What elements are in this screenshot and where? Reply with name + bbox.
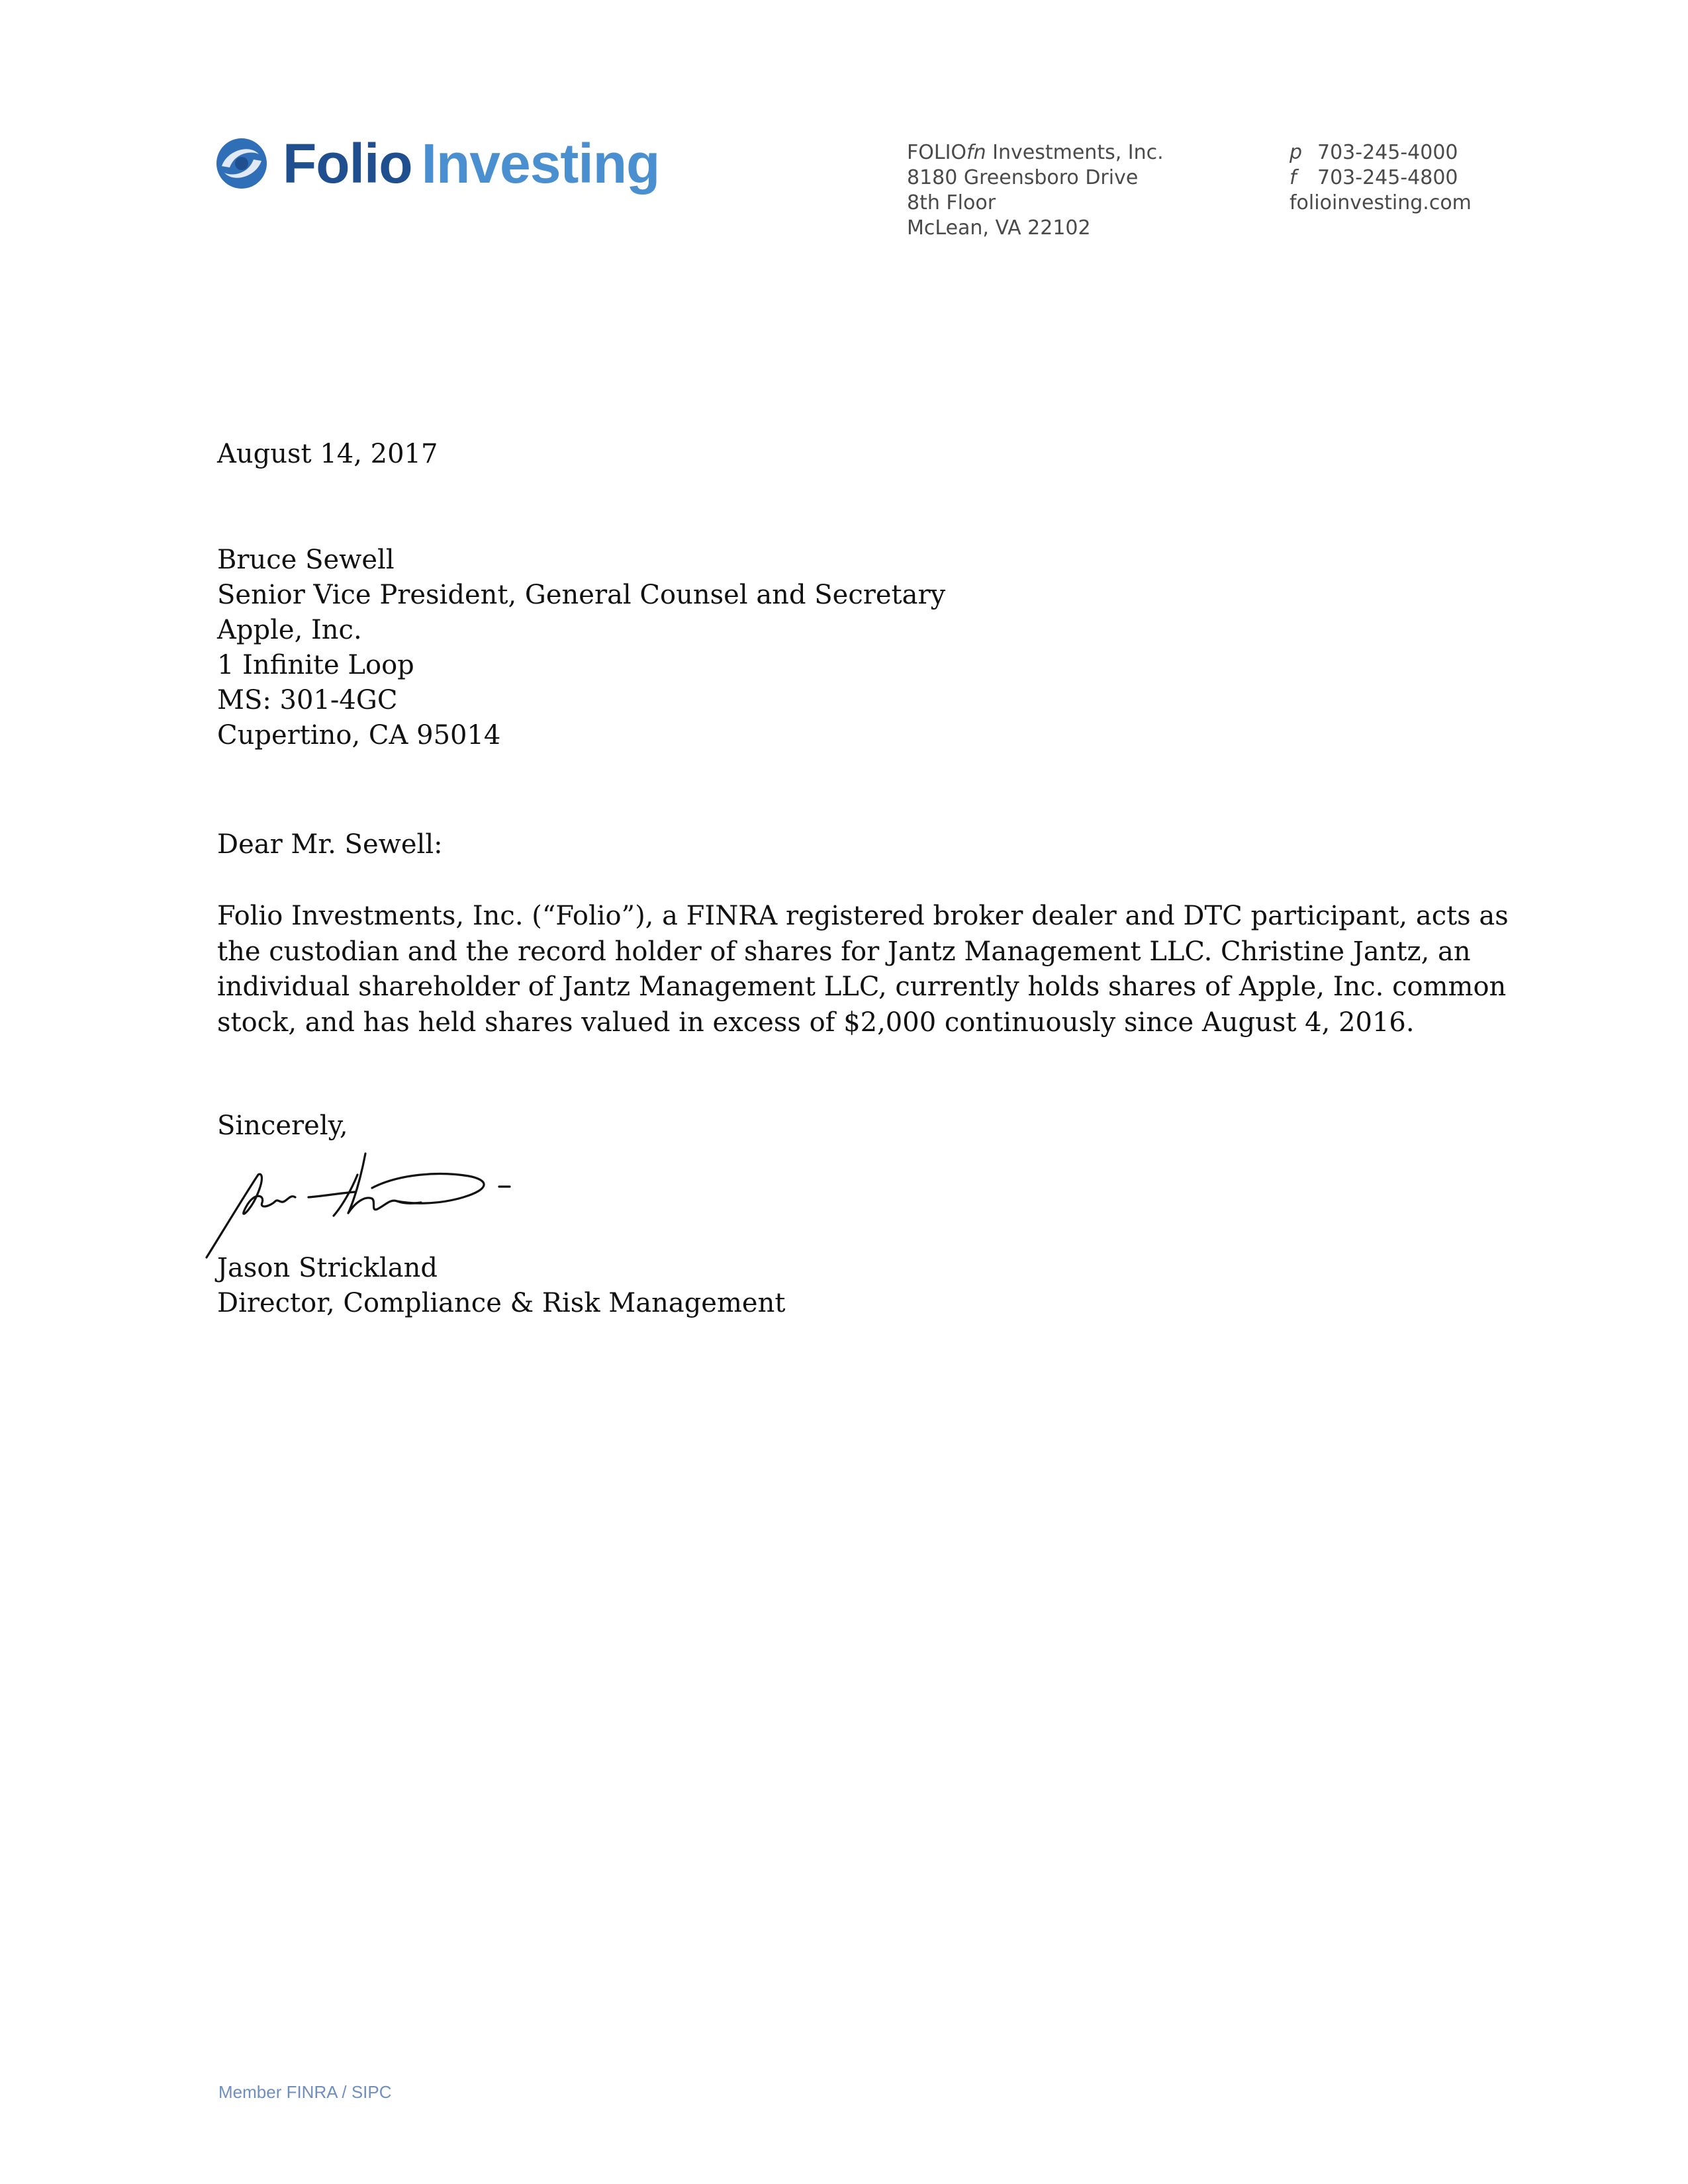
letter-date: August 14, 2017 [217, 439, 438, 469]
body-line: individual shareholder of Jantz Management LLC, currently holds shares of Apple, Inc. common [217, 972, 1507, 1002]
company-fax: f 703-245-4800 [1289, 166, 1458, 189]
globe-swirl-icon [215, 137, 268, 190]
company-website: folioinvesting.com [1289, 191, 1472, 214]
body-line: stock, and has held shares valued in excess of $2,000 continuously since August 4, 2016. [217, 1007, 1415, 1038]
recipient-name: Bruce Sewell [217, 545, 395, 575]
company-city: McLean, VA 22102 [907, 216, 1091, 240]
body-line: Folio Investments, Inc. (“Folio”), a FINRA registered broker dealer and DTC participant, acts as [217, 901, 1509, 931]
company-address-block [907, 140, 1164, 241]
recipient-title: Senior Vice President, General Counsel and Secretary [217, 580, 946, 610]
closing: Sincerely, [217, 1111, 348, 1141]
signer-name: Jason Strickland [217, 1253, 438, 1283]
company-floor: 8th Floor [907, 191, 996, 214]
signer-title: Director, Compliance & Risk Management [217, 1288, 786, 1318]
logo-word-folio: Folio [283, 132, 412, 195]
footer-membership: Member FINRA / SIPC [218, 2082, 392, 2102]
body-line: the custodian and the record holder of shares for Jantz Management LLC. Christine Jantz, an [217, 936, 1471, 967]
company-street: 8180 Greensboro Drive [907, 166, 1139, 189]
recipient-address [217, 543, 945, 753]
logo-wordmark [283, 132, 660, 195]
recipient-city: Cupertino, CA 95014 [217, 720, 501, 751]
company-name: FOLIOfn Investments, Inc. [907, 141, 1164, 164]
recipient-street: 1 Infinite Loop [217, 650, 414, 680]
handwritten-signature [199, 1148, 523, 1261]
body-paragraph [217, 899, 1509, 1040]
company-logo [215, 132, 660, 195]
company-contact-block [1289, 140, 1472, 216]
recipient-company: Apple, Inc. [217, 615, 362, 645]
logo-word-investing: Investing [421, 132, 660, 195]
salutation: Dear Mr. Sewell: [217, 829, 443, 860]
company-phone: p 703-245-4000 [1289, 141, 1458, 164]
signer-block [217, 1251, 785, 1321]
recipient-mailstop: MS: 301-4GC [217, 685, 398, 715]
